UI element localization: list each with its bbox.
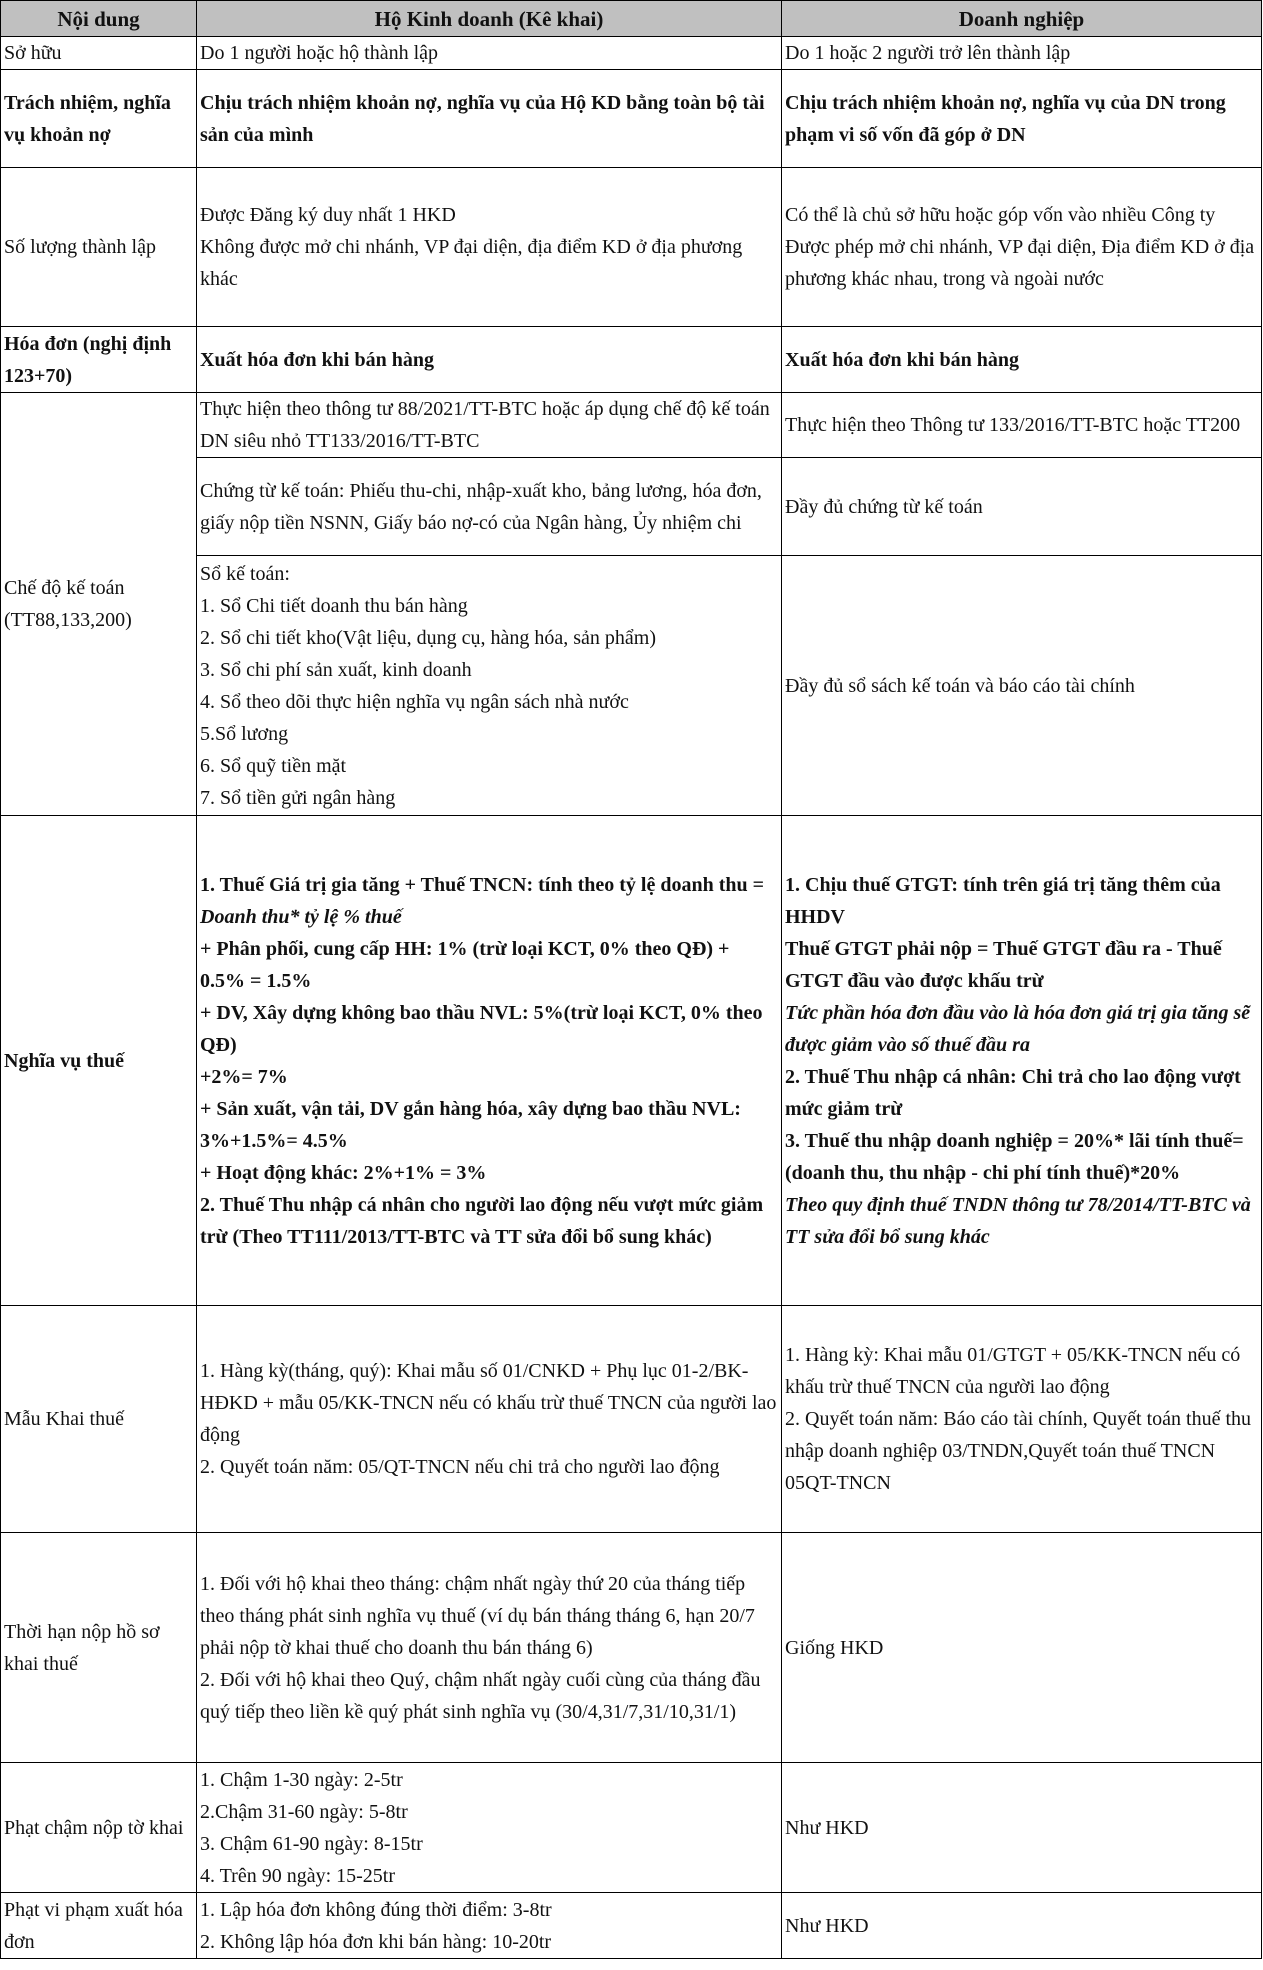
row-label-invoice-violation-penalty: Phạt vi phạm xuất hóa đơn [1,1893,197,1959]
text-line: + Hoạt động khác: 2%+1% = 3% [200,1161,487,1184]
text-line: Được Đăng ký duy nhất 1 HKD [200,204,456,226]
filing-deadline-hkd [197,1533,782,1763]
accounting-regime-dn: Thực hiện theo Thông tư 133/2016/TT-BTC hoặc TT200 [782,393,1262,458]
text-line: 1. Lập hóa đơn không đúng thời điểm: 3-8tr [200,1898,552,1921]
ownership-dn: Do 1 hoặc 2 người trở lên thành lập [782,37,1262,70]
table-row [1,1763,1262,1893]
text-line: 4. Trên 90 ngày: 15-25tr [200,1864,395,1887]
liability-dn: Chịu trách nhiệm khoản nợ, nghĩa vụ của DN trong phạm vi số vốn đã góp ở DN [782,70,1262,168]
tax-form-hkd [197,1306,782,1533]
row-label-establishment-count: Số lượng thành lập [1,168,197,327]
table-row [1,70,1262,168]
row-label-late-filing-penalty: Phạt chậm nộp tờ khai [1,1763,197,1893]
text-line: 1. Chậm 1-30 ngày: 2-5tr [200,1768,403,1791]
text-line: 1. Hàng kỳ(tháng, quý): Khai mẫu số 01/CNKD + Phụ lục 01-2/BK-HĐKD + mẫu 05/KK-TNCN nếu có khấu trừ thuế TNCN của người lao động [200,1360,777,1446]
formula-text: Doanh thu* tỷ lệ % thuế [200,905,402,928]
table-row [1,1893,1262,1959]
text-line: Tức phần hóa đơn đầu vào là hóa đơn giá trị gia tăng sẽ được giảm vào số thuế đầu ra [785,1001,1251,1056]
text-line: 3. Chậm 61-90 ngày: 8-15tr [200,1832,423,1855]
text-line: 6. Sổ quỹ tiền mặt [200,754,347,777]
invoice-hkd: Xuất hóa đơn khi bán hàng [197,327,782,393]
table-row [1,327,1262,393]
row-label-liability: Trách nhiệm, nghĩa vụ khoản nợ [1,70,197,168]
header-enterprise: Doanh nghiệp [782,1,1262,37]
table-row [1,816,1262,1306]
row-label-filing-deadline: Thời hạn nộp hồ sơ khai thuế [1,1533,197,1763]
row-label-tax-obligation: Nghĩa vụ thuế [1,816,197,1306]
text-line [200,869,778,933]
invoice-dn: Xuất hóa đơn khi bán hàng [782,327,1262,393]
text-line: 3. Thuế thu nhập doanh nghiệp = 20%* lãi tính thuế= (doanh thu, thu nhập - chi phí tính thuế)*20% [785,1129,1244,1184]
tax-obligation-hkd [197,816,782,1306]
text-line: + Sản xuất, vận tải, DV gắn hàng hóa, xây dựng bao thầu NVL: 3%+1.5%= 4.5% [200,1097,741,1152]
late-filing-penalty-dn: Như HKD [782,1763,1262,1893]
establishment-count-dn [782,168,1262,327]
header-content: Nội dung [1,1,197,37]
text-line: Theo quy định thuế TNDN thông tư 78/2014/TT-BTC và TT sửa đổi bổ sung khác [785,1193,1251,1248]
row-label-tax-form: Mẫu Khai thuế [1,1306,197,1533]
accounting-regime-hkd: Thực hiện theo thông tư 88/2021/TT-BTC hoặc áp dụng chế độ kế toán DN siêu nhỏ TT133/2016/TT-BTC [197,393,782,458]
accounting-documents-hkd: Chứng từ kế toán: Phiếu thu-chi, nhập-xuất kho, bảng lương, hóa đơn, giấy nộp tiền NSNN, Giấy báo nợ-có của Ngân hàng, Ủy nhiệm chi [197,458,782,556]
invoice-violation-penalty-hkd [197,1893,782,1959]
text-line: 1. Hàng kỳ: Khai mẫu 01/GTGT + 05/KK-TNCN nếu có khấu trừ thuế TNCN của người lao động [785,1344,1241,1398]
header-household: Hộ Kinh doanh (Kê khai) [197,1,782,37]
accounting-documents-dn: Đầy đủ chứng từ kế toán [782,458,1262,556]
text-line: 5.Sổ lương [200,722,289,745]
accounting-books-hkd [197,556,782,816]
text-line: 2. Sổ chi tiết kho(Vật liệu, dụng cụ, hàng hóa, sản phẩm) [200,626,657,649]
establishment-count-hkd [197,168,782,327]
tax-obligation-dn [782,816,1262,1306]
text-line: 1. Chịu thuế GTGT: tính trên giá trị tăng thêm của HHDV [785,873,1221,928]
text-line: Được phép mở chi nhánh, VP đại diện, Địa điểm KD ở địa phương khác nhau, trong và ngoài nước [785,236,1255,290]
text-line: Sổ kế toán: [200,562,290,585]
text-line: 1. Đối với hộ khai theo tháng: chậm nhất ngày thứ 20 của tháng tiếp theo tháng phát sinh nghĩa vụ thuế (ví dụ bán tháng tháng 6, hạn 20/7 phải nộp tờ khai thuế cho doanh thu bán tháng 6) [200,1572,755,1659]
text-line: 2. Quyết toán năm: 05/QT-TNCN nếu chi trả cho người lao động [200,1456,720,1478]
text-line: 3. Sổ chi phí sản xuất, kinh doanh [200,658,472,681]
text-line: Thuế GTGT phải nộp = Thuế GTGT đầu ra - Thuế GTGT đầu vào được khấu trừ [785,937,1222,992]
text-line: 2. Không lập hóa đơn khi bán hàng: 10-20tr [200,1930,552,1953]
tax-form-dn [782,1306,1262,1533]
text-line: 2. Thuế Thu nhập cá nhân cho người lao động nếu vượt mức giảm trừ (Theo TT111/2013/TT-BTC và TT sửa đổi bổ sung khác) [200,1193,764,1248]
table-row [1,168,1262,327]
text-fragment: 1. Thuế Giá trị gia tăng + Thuế TNCN: tính theo tỷ lệ doanh thu = [200,873,765,896]
liability-hkd: Chịu trách nhiệm khoản nợ, nghĩa vụ của Hộ KD bằng toàn bộ tài sản của mình [197,70,782,168]
text-line: 1. Sổ Chi tiết doanh thu bán hàng [200,594,468,617]
text-line: Không được mở chi nhánh, VP đại diện, địa điểm KD ở địa phương khác [200,236,743,290]
table-row [1,1533,1262,1763]
text-line: Có thể là chủ sở hữu hoặc góp vốn vào nhiều Công ty [785,204,1216,226]
table-row [1,393,1262,458]
text-line: 2. Đối với hộ khai theo Quý, chậm nhất ngày cuối cùng của tháng đầu quý tiếp theo liền kề quý phát sinh nghĩa vụ (30/4,31/7,31/10,31/1) [200,1668,761,1723]
row-label-invoice: Hóa đơn (nghị định 123+70) [1,327,197,393]
filing-deadline-dn: Giống HKD [782,1533,1262,1763]
ownership-hkd: Do 1 người hoặc hộ thành lập [197,37,782,70]
table-row [1,1306,1262,1533]
header-row [1,1,1262,37]
text-line: + DV, Xây dựng không bao thầu NVL: 5%(trừ loại KCT, 0% theo QĐ) [200,1001,763,1056]
row-label-ownership: Sở hữu [1,37,197,70]
text-line: 2. Thuế Thu nhập cá nhân: Chi trả cho lao động vượt mức giảm trừ [785,1065,1241,1120]
accounting-books-dn: Đầy đủ sổ sách kế toán và báo cáo tài chính [782,556,1262,816]
late-filing-penalty-hkd [197,1763,782,1893]
text-line: 2.Chậm 31-60 ngày: 5-8tr [200,1800,408,1823]
text-line: + Phân phối, cung cấp HH: 1% (trừ loại KCT, 0% theo QĐ) + 0.5% = 1.5% [200,937,730,992]
text-line: 4. Sổ theo dõi thực hiện nghĩa vụ ngân sách nhà nước [200,690,629,713]
text-line: 7. Sổ tiền gửi ngân hàng [200,786,396,809]
text-line: 2. Quyết toán năm: Báo cáo tài chính, Quyết toán thuế thu nhập doanh nghiệp 03/TNDN,Quyết toán thuế TNCN 05QT-TNCN [785,1408,1251,1494]
text-line: +2%= 7% [200,1065,288,1088]
table-row [1,37,1262,70]
invoice-violation-penalty-dn: Như HKD [782,1893,1262,1959]
row-label-accounting-regime: Chế độ kế toán (TT88,133,200) [1,393,197,816]
